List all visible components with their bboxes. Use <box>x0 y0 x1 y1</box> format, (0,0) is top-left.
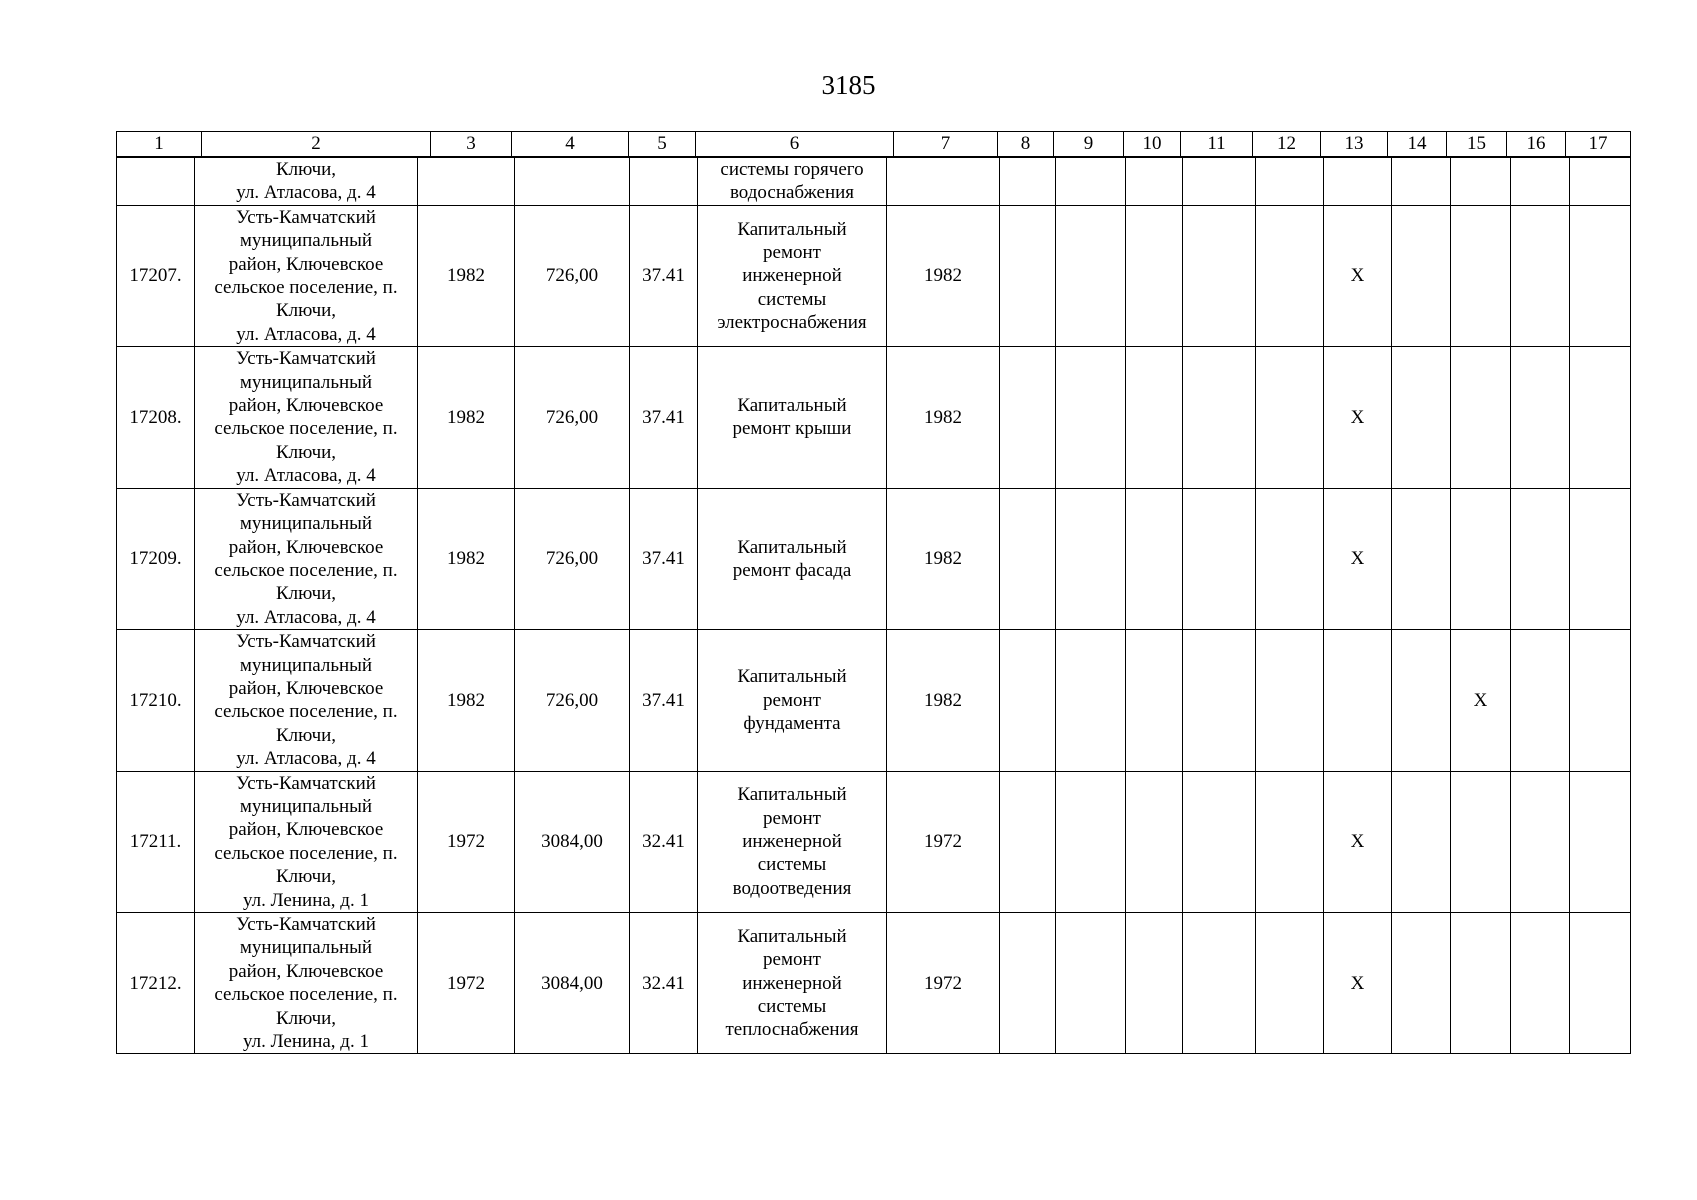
cell-col-10 <box>1126 913 1183 1054</box>
column-header-17: 17 <box>1566 132 1631 157</box>
cell-wear: 32.41 <box>630 913 698 1054</box>
cell-area: 726,00 <box>515 488 630 629</box>
cell-wear: 37.41 <box>630 205 698 346</box>
cell-col-9 <box>1056 158 1126 206</box>
cell-col-8 <box>1000 913 1056 1054</box>
column-header-5: 5 <box>629 132 696 157</box>
cell-work-type: Капитальный ремонт фундамента <box>698 630 887 771</box>
cell-num: 17208. <box>117 347 195 488</box>
cell-col-12 <box>1256 158 1324 206</box>
page-number: 3185 <box>821 70 876 100</box>
cell-year <box>418 158 515 206</box>
cell-col-12 <box>1256 771 1324 912</box>
column-header-3: 3 <box>431 132 512 157</box>
cell-year-last: 1972 <box>887 771 1000 912</box>
table-row <box>117 630 1631 771</box>
column-header-11: 11 <box>1181 132 1253 157</box>
cell-col-17 <box>1570 771 1631 912</box>
cell-col-13 <box>1324 630 1392 771</box>
cell-col-9 <box>1056 205 1126 346</box>
cell-mark: X <box>1324 913 1392 1054</box>
cell-col-10 <box>1126 158 1183 206</box>
column-header-1: 1 <box>117 132 202 157</box>
cell-col-12 <box>1256 488 1324 629</box>
cell-area: 726,00 <box>515 347 630 488</box>
cell-wear: 37.41 <box>630 630 698 771</box>
cell-year: 1982 <box>418 205 515 346</box>
cell-col-11 <box>1183 158 1256 206</box>
table-row <box>117 488 1631 629</box>
column-header-14: 14 <box>1388 132 1447 157</box>
cell-col-12 <box>1256 347 1324 488</box>
cell-work-type: Капитальный ремонт инженерной системы теплоснабжения <box>698 913 887 1054</box>
table-row <box>117 205 1631 346</box>
cell-col-11 <box>1183 347 1256 488</box>
cell-col-16 <box>1511 205 1570 346</box>
cell-col-8 <box>1000 488 1056 629</box>
cell-num <box>117 158 195 206</box>
cell-col-16 <box>1511 771 1570 912</box>
column-header-7: 7 <box>894 132 998 157</box>
cell-year-last: 1982 <box>887 347 1000 488</box>
cell-col-17 <box>1570 913 1631 1054</box>
cell-col-15 <box>1451 158 1511 206</box>
cell-col-8 <box>1000 347 1056 488</box>
cell-wear: 32.41 <box>630 771 698 912</box>
cell-col-12 <box>1256 630 1324 771</box>
column-header-12: 12 <box>1253 132 1321 157</box>
cell-col-11 <box>1183 630 1256 771</box>
cell-col-15 <box>1451 771 1511 912</box>
cell-area: 726,00 <box>515 630 630 771</box>
cell-area: 3084,00 <box>515 913 630 1054</box>
cell-col-8 <box>1000 205 1056 346</box>
cell-mark: X <box>1451 630 1511 771</box>
cell-col-9 <box>1056 488 1126 629</box>
cell-col-16 <box>1511 630 1570 771</box>
cell-col-15 <box>1451 488 1511 629</box>
column-header-10: 10 <box>1124 132 1181 157</box>
cell-num: 17211. <box>117 771 195 912</box>
cell-col-12 <box>1256 913 1324 1054</box>
cell-col-9 <box>1056 630 1126 771</box>
continuation-row <box>117 158 1631 206</box>
table-row <box>117 347 1631 488</box>
cell-col-16 <box>1511 347 1570 488</box>
cell-col-16 <box>1511 488 1570 629</box>
cell-col-15 <box>1451 913 1511 1054</box>
cell-work-type: Капитальный ремонт фасада <box>698 488 887 629</box>
column-header-16: 16 <box>1507 132 1566 157</box>
cell-wear: 37.41 <box>630 488 698 629</box>
cell-col-17 <box>1570 488 1631 629</box>
cell-col-14 <box>1392 158 1451 206</box>
table-row <box>117 913 1631 1054</box>
cell-col-8 <box>1000 771 1056 912</box>
cell-col-16 <box>1511 158 1570 206</box>
column-header-6: 6 <box>696 132 894 157</box>
cell-col-17 <box>1570 630 1631 771</box>
table-row <box>117 771 1631 912</box>
cell-col-17 <box>1570 347 1631 488</box>
cell-col-14 <box>1392 488 1451 629</box>
cell-col-15 <box>1451 347 1511 488</box>
cell-year-last: 1982 <box>887 630 1000 771</box>
cell-col-13 <box>1324 158 1392 206</box>
cell-work-type: Капитальный ремонт инженерной системы водоотведения <box>698 771 887 912</box>
cell-col-12 <box>1256 205 1324 346</box>
cell-num: 17210. <box>117 630 195 771</box>
header-row <box>117 132 1631 157</box>
column-header-13: 13 <box>1321 132 1388 157</box>
cell-col-16 <box>1511 913 1570 1054</box>
cell-col-10 <box>1126 347 1183 488</box>
repair-program-table <box>116 157 1631 1054</box>
cell-col-17 <box>1570 158 1631 206</box>
cell-address: Усть-Камчатский муниципальный район, Ключевское сельское поселение, п. Ключи, ул. Ленина, д. 1 <box>195 913 418 1054</box>
cell-area <box>515 158 630 206</box>
cell-col-11 <box>1183 488 1256 629</box>
cell-area: 726,00 <box>515 205 630 346</box>
cell-address: Ключи, ул. Атласова, д. 4 <box>195 158 418 206</box>
cell-wear: 37.41 <box>630 347 698 488</box>
column-number-header <box>116 131 1631 157</box>
cell-col-14 <box>1392 205 1451 346</box>
cell-year: 1972 <box>418 771 515 912</box>
cell-year-last <box>887 158 1000 206</box>
cell-col-10 <box>1126 205 1183 346</box>
cell-col-11 <box>1183 771 1256 912</box>
cell-col-11 <box>1183 913 1256 1054</box>
cell-col-9 <box>1056 913 1126 1054</box>
cell-col-14 <box>1392 347 1451 488</box>
cell-col-14 <box>1392 913 1451 1054</box>
cell-year-last: 1972 <box>887 913 1000 1054</box>
cell-col-9 <box>1056 347 1126 488</box>
cell-col-15 <box>1451 205 1511 346</box>
cell-col-14 <box>1392 771 1451 912</box>
cell-year: 1982 <box>418 347 515 488</box>
cell-num: 17209. <box>117 488 195 629</box>
cell-wear <box>630 158 698 206</box>
cell-col-11 <box>1183 205 1256 346</box>
cell-address: Усть-Камчатский муниципальный район, Ключевское сельское поселение, п. Ключи, ул. Ленина, д. 1 <box>195 771 418 912</box>
cell-mark: X <box>1324 347 1392 488</box>
column-header-2: 2 <box>202 132 431 157</box>
cell-year: 1982 <box>418 488 515 629</box>
cell-mark: X <box>1324 771 1392 912</box>
cell-col-14 <box>1392 630 1451 771</box>
cell-address: Усть-Камчатский муниципальный район, Ключевское сельское поселение, п. Ключи, ул. Атласова, д. 4 <box>195 488 418 629</box>
cell-col-10 <box>1126 488 1183 629</box>
cell-address: Усть-Камчатский муниципальный район, Ключевское сельское поселение, п. Ключи, ул. Атласова, д. 4 <box>195 347 418 488</box>
cell-year-last: 1982 <box>887 488 1000 629</box>
column-header-9: 9 <box>1054 132 1124 157</box>
cell-year: 1972 <box>418 913 515 1054</box>
cell-col-17 <box>1570 205 1631 346</box>
column-header-15: 15 <box>1447 132 1507 157</box>
cell-col-10 <box>1126 771 1183 912</box>
cell-address: Усть-Камчатский муниципальный район, Ключевское сельское поселение, п. Ключи, ул. Атласова, д. 4 <box>195 205 418 346</box>
cell-mark: X <box>1324 488 1392 629</box>
cell-col-10 <box>1126 630 1183 771</box>
cell-col-9 <box>1056 771 1126 912</box>
cell-address: Усть-Камчатский муниципальный район, Ключевское сельское поселение, п. Ключи, ул. Атласова, д. 4 <box>195 630 418 771</box>
cell-col-8 <box>1000 158 1056 206</box>
cell-col-8 <box>1000 630 1056 771</box>
cell-mark: X <box>1324 205 1392 346</box>
cell-num: 17207. <box>117 205 195 346</box>
cell-work-type: Капитальный ремонт крыши <box>698 347 887 488</box>
cell-area: 3084,00 <box>515 771 630 912</box>
cell-work-type: системы горячего водоснабжения <box>698 158 887 206</box>
cell-year: 1982 <box>418 630 515 771</box>
cell-num: 17212. <box>117 913 195 1054</box>
cell-year-last: 1982 <box>887 205 1000 346</box>
column-header-8: 8 <box>998 132 1054 157</box>
cell-work-type: Капитальный ремонт инженерной системы электроснабжения <box>698 205 887 346</box>
column-header-4: 4 <box>512 132 629 157</box>
